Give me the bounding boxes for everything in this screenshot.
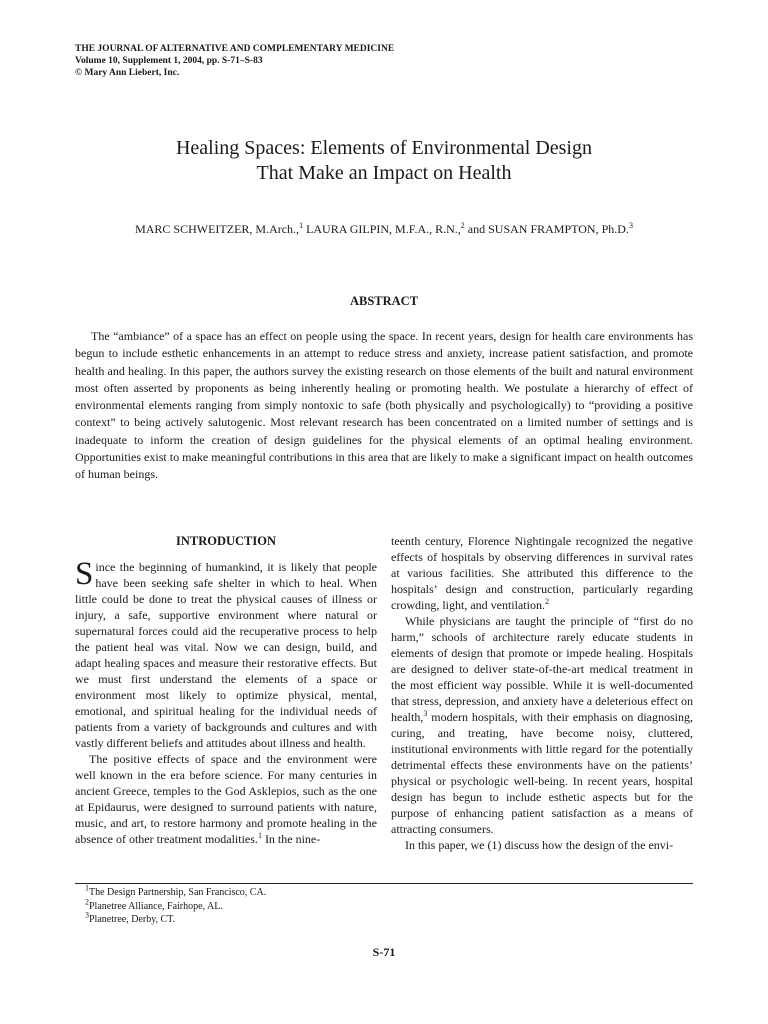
intro-paragraph-2-tail: In the nine- <box>261 832 321 846</box>
author-list <box>0 222 768 237</box>
footnote-text: The Design Partnership, San Francisco, CA. <box>89 887 267 898</box>
intro-paragraph-3 <box>391 533 693 613</box>
column-left <box>75 533 377 847</box>
title-line-1: Healing Spaces: Elements of Environmental Design <box>175 137 592 159</box>
intro-paragraph-2 <box>75 751 377 847</box>
page-number: S-71 <box>372 945 396 959</box>
footnote-divider <box>75 883 693 884</box>
footnote-3 <box>85 910 266 927</box>
intro-paragraph-5: In this paper, we (1) discuss how the design of the envi- <box>405 838 674 852</box>
author-3-affil: 3 <box>628 221 633 230</box>
title-line-2: That Make an Impact on Health <box>256 162 512 184</box>
column-right <box>391 533 693 853</box>
paper-title <box>0 136 768 186</box>
drop-cap: S <box>75 556 94 592</box>
footnote-text: Planetree Alliance, Fairhope, AL. <box>89 900 223 912</box>
intro-paragraph-3-text: teenth century, Florence Nightingale recognized the negative effects of hospitals by observing differences in survival rates at various facilities. She attributed this difference to the hospitals’ design and construction, particularly regarding crowding, light, and ventilation. <box>391 534 693 612</box>
footnote-text: Planetree, Derby, CT. <box>89 914 176 925</box>
citation-1: 1 <box>257 831 262 840</box>
journal-volume: Volume 10, Supplement 1, 2004, pp. S-71–S-83 <box>75 56 263 66</box>
intro-paragraph-2-text: The positive effects of space and the environment were well known in the era before science. For many centuries in ancient Greece, temples to the God Asklepios, such as the one at Epidaurus, were designed to surround patients with nature, music, and art, to restore harmony and promote healing in the absence of other treatment modalities. <box>75 752 377 846</box>
footnote-mark: 2 <box>85 897 89 907</box>
journal-copyright: © Mary Ann Liebert, Inc. <box>75 68 180 78</box>
author-1-affil: 1 <box>299 221 304 230</box>
citation-3: 3 <box>423 709 428 718</box>
footnote-1 <box>85 883 267 900</box>
journal-name: THE JOURNAL OF ALTERNATIVE AND COMPLEMENTARY MEDICINE <box>75 44 395 54</box>
intro-paragraph-4-text-a: While physicians are taught the principle of “first do no harm,” schools of architecture rarely educate students in elements of design that promote or impede healing. Hospitals are designed to deliver state-of-the-art medical treatment in the most efficient way possible. While it is well-documented that stress, depression, and anxiety have a deleterious effect on health, <box>391 614 693 724</box>
intro-paragraph-4-text-b: modern hospitals, with their emphasis on diagnosing, curing, and treating, have become noisy, cluttered, institutional environments with little regard for the potentially detrimental effects these environments have on the patients’ physical or psychologic well-being. In recent years, hospital design has begun to include esthetic aspects but for the purpose of enhancing patient satisfaction as a means of attracting consumers. <box>391 710 693 836</box>
abstract-heading: ABSTRACT <box>349 294 419 308</box>
journal-header <box>75 43 394 79</box>
footnote-mark: 1 <box>85 883 89 893</box>
introduction-heading: INTRODUCTION <box>175 534 276 548</box>
author-3: and SUSAN FRAMPTON, Ph.D. <box>464 222 629 236</box>
intro-paragraph-4 <box>391 613 693 837</box>
author-1: MARC SCHWEITZER, M.Arch., <box>135 222 300 236</box>
footnotes <box>85 883 267 927</box>
author-2: LAURA GILPIN, M.F.A., R.N., <box>303 222 461 236</box>
footnote-mark: 3 <box>85 910 89 920</box>
intro-paragraph-1-text: ince the beginning of humankind, it is likely that people have been seeking safe shelter in which to heal. When little could be done to treat the physical causes of illness or injury, a safe, supportive environment where natural or supernatural forces could aid the recuperative process to help the patient heal was vital. Now we can design, build, and adapt healing spaces and measure their restorative effects. But we must first understand the elements of a space or environment most likely to optimize physical, mental, emotional, and spiritual healing for the individual needs of patients from a variety of backgrounds and cultures and with vastly different beliefs and attitudes about illness and health. <box>75 560 377 750</box>
footnote-2 <box>85 897 266 914</box>
citation-2: 2 <box>544 597 549 606</box>
author-2-affil: 2 <box>460 221 465 230</box>
abstract-text: The “ambiance” of a space has an effect on people using the space. In recent years, design for health care environments has begun to include esthetic enhancements in an attempt to reduce stress and anxiety, increase patient satisfaction, and promote health and healing. In this paper, the authors survey the existing research on those elements of the built and natural environment most often asserted by proponents as being inherently healing or promoting health. We postulate a hierarchy of effect of environmental elements ranging from simply nontoxic to safe (both physically and psychologically) to “providing a positive context” to being actively salutogenic. Most relevant research has been concentrated on a limited number of settings and is inadequate to inform the creation of design guidelines for the physical elements of an optimal healing environment. Opportunities exist to make meaningful contributions in this area that are likely to make a significant impact on health outcomes of human beings. <box>75 329 693 482</box>
intro-paragraph-1 <box>75 556 377 751</box>
